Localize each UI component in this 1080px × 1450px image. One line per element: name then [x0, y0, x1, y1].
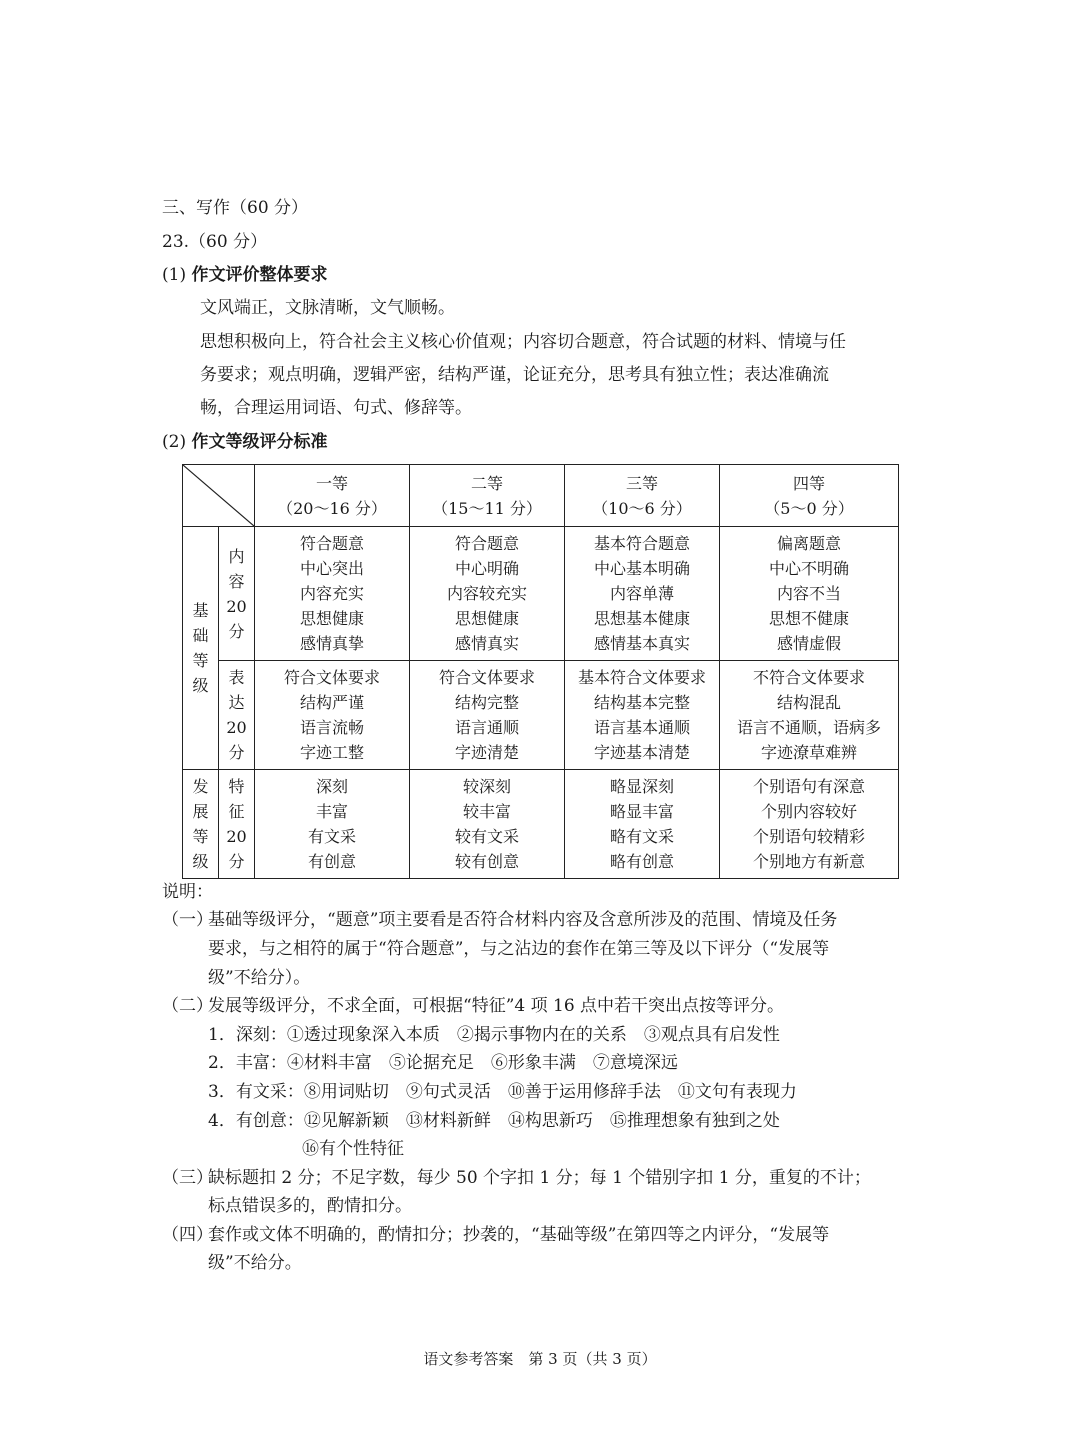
page-footer: 语文参考答案 第 3 页（共 3 页） [423, 1350, 657, 1368]
note-2-item-5: ⑯有个性特征 [302, 1139, 404, 1159]
feature-row [183, 770, 899, 879]
part1-paragraph-2-line-3: 畅，合理运用词语、句式、修辞等。 [200, 398, 472, 418]
part1-heading [162, 263, 328, 287]
expression-cell: 不符合文体要求 结构混乱 语言不通顺，语病多 字迹潦草难辨 [720, 661, 899, 770]
content-cell: 基本符合题意 中心基本明确 内容单薄 思想基本健康 感情基本真实 [565, 527, 720, 661]
question-number: 23.（60 分） [162, 232, 268, 252]
note-1-line-3: 级”不给分）。 [208, 968, 311, 988]
section-title: 三、写作（60 分） [162, 198, 309, 218]
expression-cell: 符合文体要求 结构完整 语言通顺 字迹清楚 [410, 661, 565, 770]
notes-title: 说明： [162, 882, 213, 902]
grading-table [182, 464, 899, 879]
feature-cell: 略显深刻 略显丰富 略有文采 略有创意 [565, 770, 720, 879]
content-cell: 偏离题意 中心不明确 内容不当 思想不健康 感情虚假 [720, 527, 899, 661]
note-1-num: （一） [162, 910, 213, 930]
feature-label: 特 征 20 分 [219, 770, 255, 879]
expression-cell: 基本符合文体要求 结构基本完整 语言基本通顺 字迹基本清楚 [565, 661, 720, 770]
note-2-item-1: 1．深刻：①透过现象深入本质 ②揭示事物内在的关系 ③观点具有启发性 [208, 1025, 780, 1045]
note-2-line: 发展等级评分，不求全面，可根据“特征”4 项 16 点中若干突出点按等评分。 [208, 996, 785, 1016]
note-4-num: （四） [162, 1225, 213, 1245]
content-label: 内 容 20 分 [219, 527, 255, 661]
part1-paragraph-1: 文风端正，文脉清晰，文气顺畅。 [200, 298, 455, 318]
part2-heading [162, 430, 328, 454]
part2-title: 作文等级评分标准 [191, 432, 328, 452]
grade-header: 二等 （15～11 分） [410, 465, 565, 527]
part1-num: (1) [162, 265, 187, 285]
note-4-line-1: 套作或文体不明确的，酌情扣分；抄袭的，“基础等级”在第四等之内评分，“发展等 [208, 1225, 830, 1245]
feature-cell: 个别语句有深意 个别内容较好 个别语句较精彩 个别地方有新意 [720, 770, 899, 879]
note-2-item-3: 3．有文采：⑧用词贴切 ⑨句式灵活 ⑩善于运用修辞手法 ⑪文句有表现力 [208, 1082, 797, 1102]
note-2-item-4: 4．有创意：⑫见解新颖 ⑬材料新鲜 ⑭构思新巧 ⑮推理想象有独到之处 [208, 1111, 780, 1131]
expression-cell: 符合文体要求 结构严谨 语言流畅 字迹工整 [255, 661, 410, 770]
note-3-line-2: 标点错误多的，酌情扣分。 [208, 1196, 412, 1216]
development-level-label: 发 展 等 级 [183, 770, 219, 879]
grade-header: 三等 （10～6 分） [565, 465, 720, 527]
note-3-line-1: 缺标题扣 2 分；不足字数，每少 50 个字扣 1 分；每 1 个错别字扣 1 分，重复的不计； [208, 1168, 871, 1188]
content-cell: 符合题意 中心突出 内容充实 思想健康 感情真挚 [255, 527, 410, 661]
part2-num: (2) [162, 432, 187, 452]
feature-cell: 较深刻 较丰富 较有文采 较有创意 [410, 770, 565, 879]
note-2-item-2: 2．丰富：④材料丰富 ⑤论据充足 ⑥形象丰满 ⑦意境深远 [208, 1053, 678, 1073]
part1-paragraph-2-line-1: 思想积极向上，符合社会主义核心价值观；内容切合题意，符合试题的材料、情境与任 [200, 332, 846, 352]
note-3-num: （三） [162, 1168, 213, 1188]
note-1-line-2: 要求，与之相符的属于“符合题意”，与之沾边的套作在第三等及以下评分（“发展等 [208, 939, 830, 959]
grade-header: 一等 （20～16 分） [255, 465, 410, 527]
note-4-line-2: 级”不给分。 [208, 1253, 302, 1273]
basic-level-label: 基 础 等 级 [183, 527, 219, 770]
part1-title: 作文评价整体要求 [191, 265, 328, 285]
table-header-row [183, 465, 899, 527]
part1-paragraph-2-line-2: 务要求；观点明确，逻辑严密，结构严谨，论证充分，思考具有独立性；表达准确流 [200, 365, 829, 385]
expression-row [183, 661, 899, 770]
content-row [183, 527, 899, 661]
content-cell: 符合题意 中心明确 内容较充实 思想健康 感情真实 [410, 527, 565, 661]
note-1-line-1: 基础等级评分，“题意”项主要看是否符合材料内容及含意所涉及的范围、情境及任务 [208, 910, 838, 930]
expression-label: 表 达 20 分 [219, 661, 255, 770]
note-2-num: （二） [162, 996, 213, 1016]
feature-cell: 深刻 丰富 有文采 有创意 [255, 770, 410, 879]
diagonal-corner [183, 465, 255, 527]
grade-header: 四等 （5～0 分） [720, 465, 899, 527]
